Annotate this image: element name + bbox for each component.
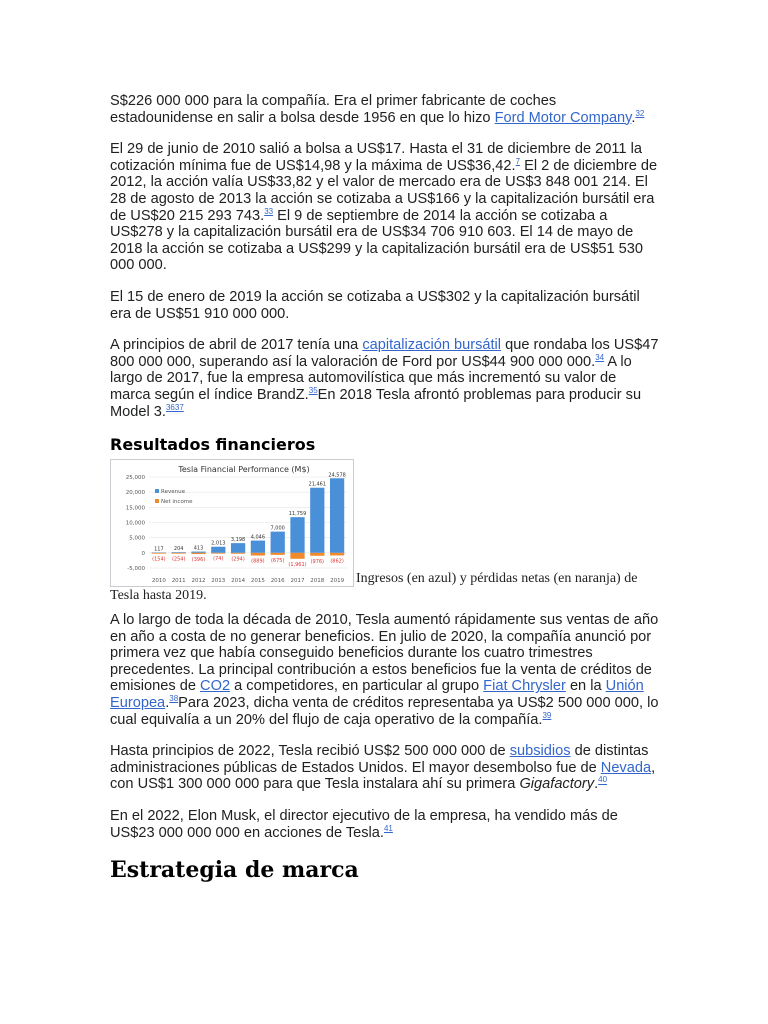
- text: S$226 000 000 para la compañía. Era el primer fabricante de coches estadounidense en salir a bolsa desde 1956 en que lo hizo: [110, 93, 557, 126]
- net-income-bar: [310, 553, 324, 556]
- y-tick-label: 0: [141, 550, 145, 557]
- text: , con US$1 300 000 000 para que Tesla instalara ahí su primera: [110, 759, 656, 793]
- reference-link[interactable]: 35: [308, 386, 318, 396]
- y-tick-label: 25,000: [125, 475, 145, 482]
- y-tick-label: 5,000: [129, 535, 145, 542]
- x-tick-label: 2013: [211, 578, 226, 585]
- gigafactory-term: Gigafactory: [519, 776, 595, 793]
- legend-label: Net income: [161, 499, 193, 506]
- text: En 2018 Tesla afrontó problemas para producir su Model 3.: [110, 386, 642, 420]
- x-tick-label: 2017: [290, 578, 305, 585]
- revenue-data-label: 24,578: [328, 472, 346, 479]
- y-tick-label: -5,000: [127, 566, 145, 573]
- text: El 9 de septiembre de 2014 la acción se cotizaba a US$278 y la capitalización bursátil era de US$34 706 910 603. El 14 de mayo de 2018 la acción se cotizaba a US$299 y la capitalización bursátil era de US$51 530 000 000.: [110, 207, 644, 274]
- text: Hasta principios de 2022, Tesla recibió US$2 500 000 000 de: [110, 743, 510, 760]
- revenue-data-label: 2,013: [211, 540, 226, 547]
- x-tick-label: 2015: [250, 578, 265, 585]
- reference-link[interactable]: 32: [635, 108, 645, 118]
- section-heading-financial-results: Resultados financieros: [110, 435, 316, 455]
- revenue-bar: [251, 541, 265, 553]
- link-capitalizacion-bursatil[interactable]: capitalización bursátil: [362, 337, 502, 354]
- reference-link[interactable]: 40: [598, 775, 608, 785]
- financial-chart[interactable]: [110, 459, 354, 587]
- x-tick-label: 2011: [171, 578, 186, 585]
- link-subsidios[interactable]: subsidios: [509, 743, 571, 760]
- legend-label: Revenue: [161, 489, 185, 496]
- y-tick-label: 20,000: [125, 490, 145, 497]
- revenue-bar: [330, 478, 344, 553]
- text: .: [165, 695, 170, 712]
- revenue-bar: [271, 532, 285, 553]
- revenue-data-label: 11,759: [288, 511, 307, 518]
- text: que rondaba los US$47 800 000 000, superando así la valoración de Ford por US$44 900 000 000.: [110, 337, 659, 370]
- net-income-data-label: (889): [251, 558, 265, 565]
- paragraph-subsidies: [110, 743, 660, 793]
- chart-title: Tesla Financial Performance (M$): [178, 465, 310, 475]
- revenue-data-label: 21,461: [308, 481, 327, 488]
- reference-link[interactable]: 7: [515, 156, 521, 166]
- link-fiat-chrysler[interactable]: Fiat Chrysler: [483, 678, 566, 695]
- revenue-data-label: 4,046: [250, 534, 266, 541]
- x-tick-label: 2016: [270, 578, 285, 585]
- net-income-bar: [211, 553, 225, 554]
- x-tick-label: 2010: [151, 578, 166, 585]
- text: a competidores, en particular al grupo: [230, 678, 484, 695]
- text: El 29 de junio de 2010 salió a bolsa a US$17. Hasta el 31 de diciembre de 2011 la cotización mínima fue de US$14,98 y la máxima de US$36,42.: [110, 141, 642, 174]
- text: A lo largo de toda la década de 2010, Tesla aumentó rápidamente sus ventas de año en año a costa de no generar beneficios. En julio de 2020, la compañía anunció por primera vez que había conseguido beneficios durante los cuatro trimestres precedentes. La principal contribución a estos beneficios fue la venta de créditos de emisiones de: [110, 612, 659, 695]
- net-income-bar: [271, 553, 285, 555]
- link-co2[interactable]: CO2: [200, 678, 231, 695]
- figure-caption: Ingresos (en azul) y pérdidas netas (en naranja) de Tesla hasta 2019.: [110, 571, 638, 604]
- net-income-bar: [290, 553, 304, 559]
- paragraph-musk-sales: [110, 808, 660, 841]
- revenue-bar: [191, 552, 205, 553]
- legend-swatch: [155, 499, 159, 503]
- link-union-europea[interactable]: Unión Europea: [110, 678, 644, 712]
- reference-link[interactable]: 33: [264, 206, 274, 216]
- link-nevada[interactable]: Nevada: [600, 759, 652, 776]
- text: Para 2023, dicha venta de créditos representaba ya US$2 500 000 000, lo cual equivalía a un 20% del flujo de caja operativo de la compañía.: [110, 695, 659, 728]
- figure: [110, 459, 660, 604]
- net-income-data-label: (154): [152, 556, 166, 563]
- paragraph-ipo-intro: [110, 93, 660, 126]
- reference-link[interactable]: 41: [383, 823, 393, 833]
- revenue-bar: [211, 547, 225, 553]
- chart-svg: [111, 460, 353, 586]
- net-income-bar: [251, 553, 265, 556]
- net-income-data-label: (976): [310, 558, 325, 565]
- x-tick-label: 2018: [310, 578, 325, 585]
- text: El 2 de diciembre de 2012, la acción valía US$33,82 y el valor de mercado era de US$3 848 001 214. El 28 de agosto de 2013 la acción se cotizaba a US$166 y la capitalización bursátil era de US$20 215 293 743.: [110, 157, 658, 224]
- link-ford-motor-company[interactable]: Ford Motor Company: [494, 109, 632, 126]
- section-heading-brand-strategy: Estrategia de marca: [110, 857, 359, 884]
- revenue-data-label: 204: [173, 546, 184, 553]
- revenue-data-label: 7,000: [270, 525, 285, 532]
- net-income-data-label: (254): [171, 556, 186, 563]
- text: en la: [565, 678, 606, 695]
- net-income-bar: [191, 553, 205, 554]
- reference-link[interactable]: 34: [595, 352, 605, 362]
- net-income-bar: [152, 553, 166, 554]
- paragraph-profits: [110, 612, 660, 728]
- text: En el 2022, Elon Musk, el director ejecutivo de la empresa, ha vendido más de US$23 000 000 000 en acciones de Tesla.: [110, 808, 618, 841]
- net-income-bar: [172, 553, 186, 554]
- text: .: [594, 776, 599, 793]
- paragraph-stock-history: [110, 141, 660, 274]
- y-tick-label: 15,000: [125, 505, 145, 512]
- x-tick-label: 2012: [191, 578, 206, 585]
- text: El 15 de enero de 2019 la acción se cotizaba a US$302 y la capitalización bursátil era de US$51 910 000 000.: [110, 288, 640, 322]
- paragraph-market-cap: [110, 337, 660, 420]
- text: de distintas administraciones públicas de Estados Unidos. El mayor desembolso fue de: [110, 743, 649, 776]
- revenue-data-label: 413: [193, 545, 204, 552]
- reference-link[interactable]: 38: [169, 694, 179, 704]
- text: A lo largo de 2017, fue la empresa automovilística que más incrementó su valor de marca según el índice BrandZ.: [110, 353, 632, 403]
- net-income-data-label: (74): [213, 556, 224, 563]
- revenue-data-label: 117: [154, 546, 164, 553]
- revenue-bar: [310, 488, 324, 553]
- net-income-data-label: (862): [330, 558, 344, 565]
- article-body: [110, 93, 660, 884]
- paragraph-stock-2019: [110, 289, 660, 322]
- net-income-bar: [330, 553, 344, 556]
- x-tick-label: 2014: [231, 578, 246, 585]
- text: A principios de abril de 2017 tenía una: [110, 337, 363, 354]
- revenue-bar: [290, 517, 304, 553]
- reference-link[interactable]: 3637: [165, 402, 184, 412]
- net-income-data-label: (1,961): [288, 561, 307, 568]
- revenue-data-label: 3,198: [230, 537, 246, 544]
- y-tick-label: 10,000: [125, 520, 145, 527]
- net-income-data-label: (294): [231, 556, 245, 563]
- net-income-data-label: (396): [191, 557, 206, 564]
- net-income-bar: [231, 553, 245, 554]
- reference-link[interactable]: 39: [542, 710, 552, 720]
- legend-swatch: [155, 489, 159, 493]
- net-income-data-label: (675): [270, 557, 285, 564]
- x-tick-label: 2019: [330, 578, 345, 585]
- text: .: [631, 109, 636, 126]
- revenue-bar: [231, 543, 245, 553]
